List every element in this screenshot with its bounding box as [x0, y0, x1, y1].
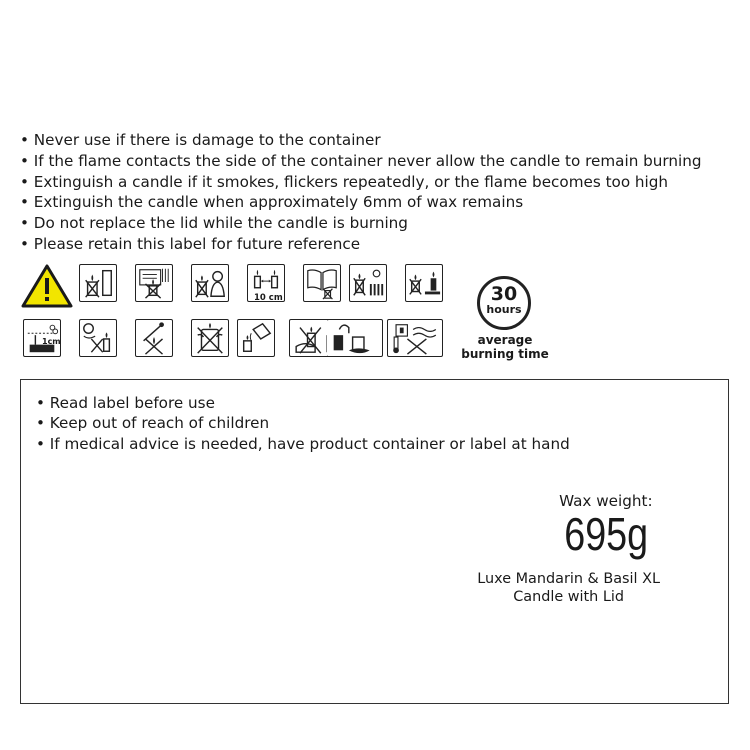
warning-item: • Do not replace the lid while the candle is burning — [20, 213, 702, 234]
no-water-extinguish-icon — [237, 319, 275, 357]
temperature-icon — [387, 319, 443, 357]
product-name-line1: Luxe Mandarin & Basil XL — [477, 571, 660, 587]
trim-label: 1cm — [42, 337, 61, 346]
precautions-list — [36, 393, 570, 454]
no-pets-children-icon — [191, 264, 229, 302]
burning-hours-number: 30 — [490, 283, 518, 305]
wax-weight-block — [555, 491, 657, 560]
burning-time-caption — [452, 333, 558, 361]
precaution-item: • Read label before use — [36, 393, 570, 413]
product-name — [477, 570, 660, 606]
no-moving-burning-icon — [191, 319, 229, 357]
precaution-item: • Keep out of reach of children — [36, 413, 570, 433]
product-name-line2: Candle with Lid — [513, 589, 625, 605]
distance-label: 10 cm — [254, 293, 283, 303]
no-blowing-icon — [79, 319, 117, 357]
burning-hours-unit: hours — [486, 303, 522, 316]
safety-warnings-list — [20, 130, 702, 255]
precaution-item: • If medical advice is needed, have product container or label at hand — [36, 434, 570, 454]
warning-item: • Never use if there is damage to the container — [20, 130, 702, 151]
wax-weight-value: 695g — [563, 508, 648, 560]
warning-item: • If the flame contacts the side of the container never allow the candle to remain burning — [20, 151, 702, 172]
warning-item: • Extinguish a candle if it smokes, flickers repeatedly, or the flame becomes too high — [20, 172, 702, 193]
burning-time-caption-line2: burning time — [461, 347, 549, 361]
burning-hours-badge — [477, 276, 531, 330]
burning-time-caption-line1: average — [477, 333, 533, 347]
warning-item: • Please retain this label for future reference — [20, 234, 702, 255]
no-drafts-icon — [79, 264, 117, 302]
no-stacking-icon — [405, 264, 443, 302]
warning-item: • Extinguish the candle when approximately 6mm of wax remains — [20, 192, 702, 213]
info-box — [20, 379, 729, 704]
no-matches-icon — [135, 319, 173, 357]
warning-triangle-icon — [21, 263, 73, 309]
wax-weight-label: Wax weight: — [559, 492, 653, 510]
snuff-out-icon — [327, 319, 383, 357]
no-heat-source-icon — [349, 264, 387, 302]
no-flammable-icon — [135, 264, 173, 302]
no-reading-icon — [303, 264, 341, 302]
